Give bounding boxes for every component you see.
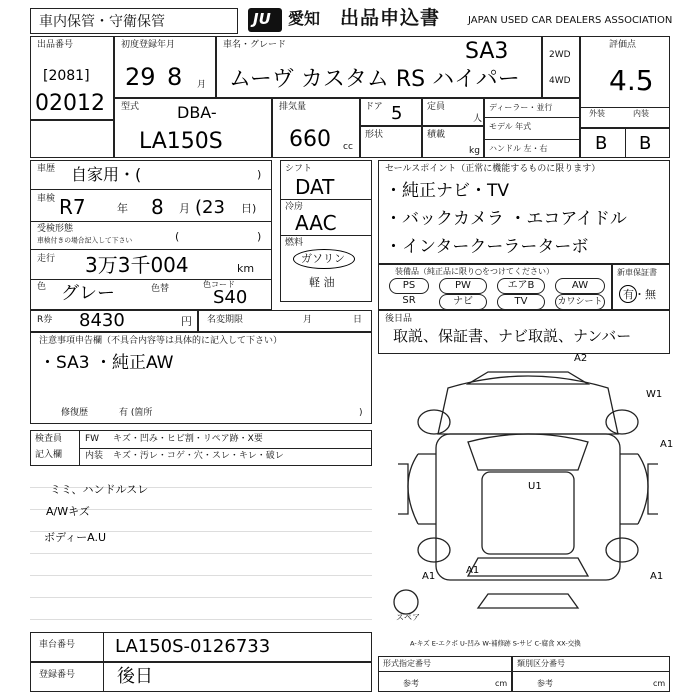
car-name-label: 車名・グレード	[223, 40, 287, 50]
type-designation-label: 形式指定番号	[383, 659, 431, 668]
cm-right: cm	[653, 679, 666, 688]
color-code: S40	[213, 287, 248, 308]
dealer-box	[484, 98, 580, 158]
recycle-box	[30, 310, 198, 332]
checker-row1-label: FW	[85, 434, 100, 444]
first-reg-box	[114, 36, 216, 98]
notes-label: 注意事項申告欄（不具合内容等は具体的に記入して下さい）	[39, 336, 283, 346]
aircon-value: AAC	[295, 211, 337, 235]
first-reg-label: 初度登録年月	[121, 40, 176, 50]
type-label: 型式	[121, 102, 140, 112]
car-damage-diagram-icon	[378, 354, 670, 636]
selling-point-3: ・インタークーラーターボ	[385, 237, 589, 257]
receive-close: )	[257, 230, 262, 243]
plate-value: 後日	[117, 666, 153, 687]
mileage-value: 3万3千004	[85, 253, 189, 277]
recycle-unit: 円	[181, 315, 192, 328]
lot-spacer	[30, 120, 114, 158]
recycle-label: R券	[37, 315, 53, 325]
equip-navi: ナビ	[439, 294, 487, 310]
lot-label: 出品番号	[37, 40, 74, 50]
mark-a1-left: A1	[422, 571, 436, 582]
damage-legend: A-キズ E-エクボ U-凹み W-補修跡 S-サビ C-腐食 XX-交換	[410, 639, 581, 648]
checker-label-1: 検査員	[35, 434, 63, 444]
inspection-month-unit: 月	[179, 202, 190, 215]
color-value: グレー	[61, 283, 115, 304]
equipment-box	[378, 264, 612, 310]
mark-w1: W1	[646, 389, 663, 400]
displacement-box	[272, 98, 360, 158]
color-change-label: 色替	[151, 284, 170, 294]
load-box	[422, 126, 484, 158]
car-name-box	[216, 36, 542, 98]
later-items-box	[378, 310, 670, 354]
first-reg-month: 8	[167, 63, 183, 91]
ext-label: 外装	[589, 109, 605, 118]
receive-note: 車検付きの場合記入して下さい	[37, 236, 133, 245]
fuel-label: 燃料	[285, 238, 304, 248]
shift-label: シフト	[285, 164, 313, 174]
checker-line-3: ボディーA.U	[44, 531, 106, 544]
name-change-box	[198, 310, 372, 332]
class-number-box	[512, 656, 670, 692]
history-box	[30, 160, 272, 310]
later-value: 取説、保証書、ナビ取説、ナンバー	[393, 327, 632, 345]
usage-label: 車歴	[37, 164, 56, 174]
equip-aw: AW	[555, 278, 605, 294]
ref-right: 参考	[537, 679, 553, 688]
load-unit: kg	[469, 146, 480, 156]
usage-close: )	[257, 168, 262, 181]
cm-left: cm	[495, 679, 508, 688]
guarantee-label: 新車保証書	[617, 268, 657, 277]
repair-value: 有 (箇所	[119, 408, 153, 418]
handle-label: ハンドル 左・右	[489, 144, 548, 153]
capacity-unit: 人	[473, 114, 483, 124]
notes-value: ・SA3 ・純正AW	[39, 353, 174, 373]
later-label: 後日品	[385, 314, 413, 324]
inspection-day: (23	[195, 197, 225, 218]
guarantee-value: 有・無	[623, 288, 656, 301]
shift-value: DAT	[295, 175, 335, 199]
mark-a1-right: A1	[660, 439, 674, 450]
name-change-label: 名変期限	[207, 315, 244, 325]
inspection-label: 車検	[37, 194, 56, 204]
type-designation-box	[378, 656, 512, 692]
ext-grade: B	[595, 133, 608, 154]
plate-label: 登録番号	[39, 670, 76, 680]
type-code: LA150S	[139, 129, 223, 154]
org-english: JAPAN USED CAR DEALERS ASSOCIATION	[468, 15, 673, 26]
ref-left: 参考	[403, 679, 419, 688]
color-code-label: 色コード	[203, 280, 235, 289]
inspection-month: 8	[151, 195, 164, 219]
checker-label-2: 記入欄	[35, 450, 63, 460]
equip-pw: PW	[439, 278, 487, 294]
org-name: 愛知	[288, 9, 321, 28]
doors-value: 5	[391, 103, 403, 124]
repair-label: 修復歴	[61, 408, 89, 418]
model-year-label: モデル 年式	[489, 122, 532, 131]
first-reg-month-unit: 月	[197, 80, 207, 90]
model-code: SA3	[465, 39, 509, 64]
inspection-year-unit: 年	[117, 202, 128, 215]
ju-logo-text: JU	[253, 10, 271, 28]
equip-tv: TV	[497, 294, 545, 310]
notes-box	[30, 332, 372, 424]
fuel-gas: ガソリン	[301, 252, 345, 265]
repair-close: )	[359, 408, 363, 418]
inspection-day-unit: 日)	[241, 202, 257, 215]
rating-grades	[580, 128, 670, 158]
displacement-unit: cc	[343, 142, 353, 152]
checker-row2-label: 内装	[85, 451, 104, 461]
aircon-label: 冷房	[285, 202, 304, 212]
storage-text: 車内保管・守衛保管	[39, 14, 165, 30]
checker-line-2: A/Wキズ	[46, 505, 90, 518]
equip-airbag: エアB	[497, 278, 545, 294]
receive-open: (	[175, 230, 180, 243]
checker-row2: キズ・汚レ・コゲ・穴・スレ・キレ・破レ	[113, 451, 284, 461]
mark-a1-mid: A1	[466, 565, 480, 576]
drive-box	[542, 36, 580, 98]
form-title: 出品申込書	[340, 7, 441, 29]
usage-value: 自家用・(	[71, 165, 142, 184]
equip-ps: PS	[389, 278, 429, 294]
shape-label: 形状	[365, 130, 384, 140]
selling-point-2: ・バックカメラ ・エコアイドル	[385, 209, 627, 229]
equipment-label: 装備品（純正品に限り○をつけてください）	[395, 267, 554, 276]
plate-box	[30, 662, 372, 692]
equip-seat: カワシート	[555, 294, 605, 310]
name-change-month: 月	[303, 315, 313, 325]
car-name-value: ムーヴ カスタム RS ハイパー	[229, 67, 520, 92]
selling-point-1: ・純正ナビ・TV	[385, 181, 510, 201]
guarantee-box	[612, 264, 670, 310]
checker-line-1: ミミ、ハンドルスレ	[50, 483, 149, 496]
load-label: 積載	[427, 130, 446, 140]
mark-a2: A2	[574, 353, 588, 364]
checker-row1: キズ・凹み・ヒビ割・リペア跡・X要	[113, 434, 263, 444]
mark-u1: U1	[528, 481, 542, 492]
rating-box	[580, 36, 670, 128]
equip-sr: SR	[402, 295, 416, 306]
mileage-unit: km	[237, 262, 255, 275]
chassis-label: 車台番号	[39, 640, 76, 650]
fuel-diesel: 軽 油	[309, 276, 335, 289]
type-box	[114, 98, 272, 158]
color-label: 色	[37, 282, 47, 292]
chassis-value: LA150S-0126733	[115, 636, 271, 657]
first-reg-year: 29	[125, 63, 156, 91]
type-prefix: DBA-	[177, 103, 217, 122]
rating-score: 4.5	[609, 64, 654, 97]
capacity-box	[422, 98, 484, 126]
rating-label: 評価点	[609, 40, 637, 50]
doors-box	[360, 98, 422, 126]
displacement-label: 排気量	[279, 102, 307, 112]
recycle-value: 8430	[79, 310, 125, 331]
shape-box	[360, 126, 422, 158]
receive-label: 受検形態	[37, 224, 74, 234]
storage-box	[30, 8, 238, 34]
ju-logo-icon	[248, 8, 282, 32]
selling-points-box	[378, 160, 670, 264]
displacement-value: 660	[289, 127, 331, 152]
name-change-day: 日	[353, 315, 363, 325]
int-grade: B	[639, 133, 652, 154]
drive-2wd: 2WD	[549, 50, 571, 60]
doors-label: ドア	[365, 102, 383, 112]
int-label: 内装	[633, 109, 649, 118]
lot-number: 02012	[35, 91, 105, 116]
shift-box	[280, 160, 372, 302]
class-number-label: 類別区分番号	[517, 659, 565, 668]
checker-header	[30, 430, 372, 466]
spare-label: スペア	[396, 613, 420, 622]
lot-box	[30, 36, 114, 120]
dealer-label: ディーラー・並行	[489, 103, 553, 112]
inspection-era: R7	[59, 195, 86, 219]
capacity-label: 定員	[427, 102, 446, 112]
selling-points-label: セールスポイント（正常に機能するものに限ります）	[385, 164, 601, 174]
drive-4wd: 4WD	[549, 76, 571, 86]
lot-small: [2081]	[43, 68, 90, 84]
checker-area	[30, 466, 372, 626]
mark-a1-br: A1	[650, 571, 664, 582]
chassis-box	[30, 632, 372, 662]
mileage-label: 走行	[37, 254, 56, 264]
